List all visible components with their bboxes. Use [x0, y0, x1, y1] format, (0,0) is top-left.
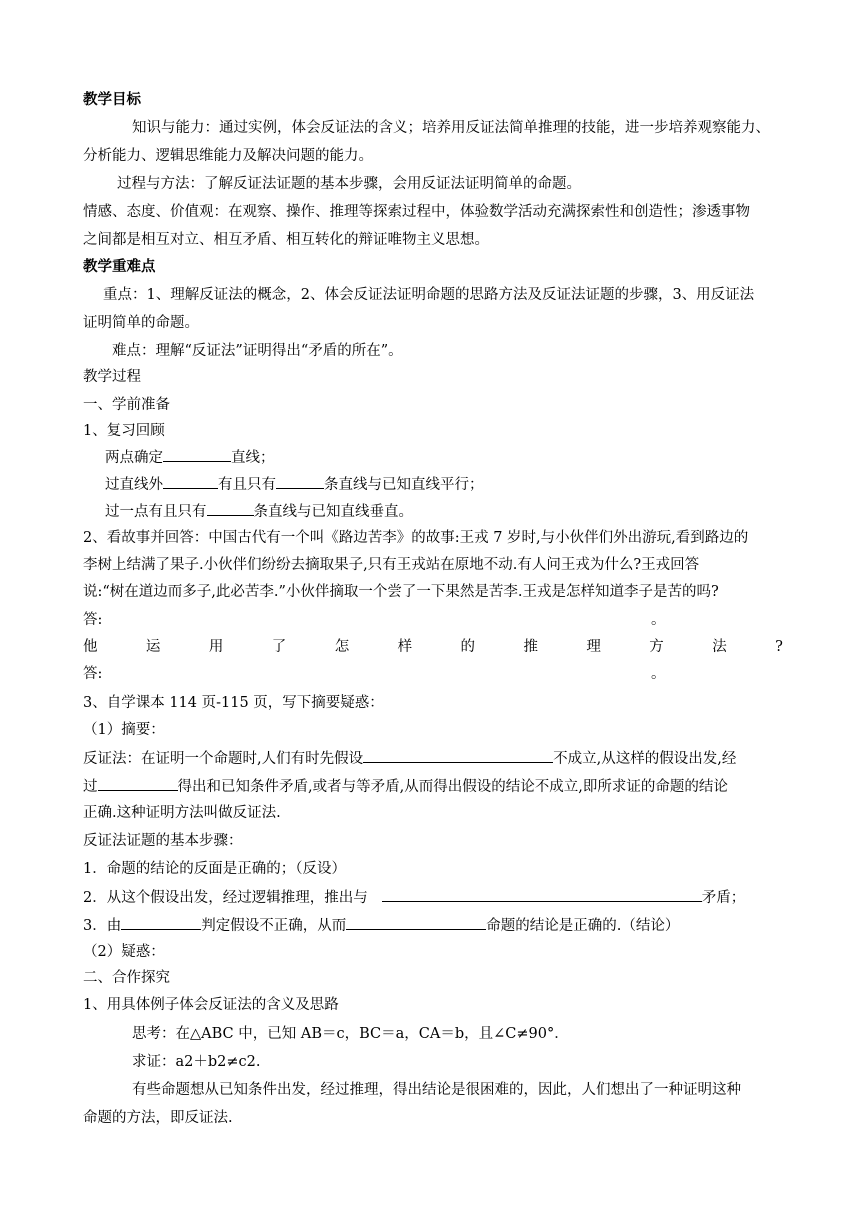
fill-blank[interactable] — [276, 474, 324, 489]
review2-text-a: 过直线外 — [105, 477, 163, 493]
story-line-1: 2、看故事并回答：中国古代有一个叫《路边苦李》的故事:王戎 7 岁时,与小伙伴们外出游玩,看到路边的 — [83, 530, 749, 546]
question-char: 了 — [271, 639, 287, 655]
definition-text: 不成立,从这样的假设出发,经 — [553, 751, 737, 767]
question-char: 用 — [208, 639, 224, 655]
summary-label: （1）摘要： — [83, 722, 165, 738]
fill-blank[interactable] — [98, 776, 178, 791]
definition-text: 反证法：在证明一个命题时,人们有时先假设 — [83, 751, 364, 767]
question-char: 怎 — [334, 639, 350, 655]
definition-line-3: 正确.这种证明方法叫做反证法. — [83, 805, 281, 821]
objective-emotion-cont: 之间都是相互对立、相互矛盾、相互转化的辩证唯物主义思想。 — [83, 232, 489, 248]
question-char: 的 — [460, 639, 476, 655]
definition-text: 得出和已知条件矛盾,或者与等矛盾,从而得出假设的结论不成立,即所求证的命题的结论 — [177, 779, 728, 795]
fill-blank[interactable] — [121, 915, 201, 930]
fill-blank[interactable] — [207, 501, 254, 516]
question-line — [83, 637, 783, 657]
answer-label: 答: — [83, 612, 103, 628]
self-study-line: 3、自学课本 114 页-115 页，写下摘要疑惑： — [83, 695, 384, 711]
objectives-heading: 教学目标 — [83, 92, 141, 108]
review2-text-b: 有且只有 — [218, 477, 276, 493]
definition-text: 过 — [83, 779, 98, 795]
answer-period: 。 — [651, 612, 666, 628]
answer-line-1 — [83, 610, 783, 630]
key-point-focus-cont: 证明简单的命题。 — [83, 315, 199, 331]
process-heading: 教学过程 — [83, 369, 141, 385]
answer-period: 。 — [651, 666, 666, 682]
objective-process: 过程与方法：了解反证法证题的基本步骤，会用反证法证明简单的命题。 — [117, 176, 581, 192]
note-line-1: 有些命题想从已知条件出发，经过推理，得出结论是很困难的，因此，人们想出了一种证明这种 — [132, 1082, 741, 1098]
review3-text-a: 过一点有且只有 — [105, 504, 207, 520]
fill-blank[interactable] — [382, 887, 702, 902]
question-char: 运 — [145, 639, 161, 655]
explore-title: 1、用具体例子体会反证法的含义及思路 — [83, 997, 339, 1013]
question-char: 方 — [649, 639, 664, 655]
step3-text: 3．由 — [83, 918, 122, 934]
prove-line: 求证：a2＋b2≠c2. — [132, 1054, 261, 1070]
question-char: 他 — [83, 639, 98, 655]
review2-text-c: 条直线与已知直线平行； — [324, 477, 484, 493]
story-line-2: 李树上结满了果子.小伙伴们纷纷去摘取果子,只有王戎站在原地不动.有人问王戎为什么?王戎回答 — [83, 557, 700, 573]
fill-blank[interactable] — [346, 915, 486, 930]
review3-text-b: 条直线与已知直线垂直。 — [253, 504, 413, 520]
review-item-3 — [105, 501, 805, 522]
question-char: 样 — [397, 639, 413, 655]
objective-knowledge-cont: 分析能力、逻辑思维能力及解决问题的能力。 — [83, 148, 373, 164]
doubt-label: （2）疑惑： — [83, 944, 165, 960]
steps-title: 反证法证题的基本步骤： — [83, 833, 243, 849]
fill-blank[interactable] — [163, 447, 231, 462]
objective-emotion: 情感、态度、价值观：在观察、操作、推理等探索过程中，体验数学活动充满探索性和创造性；渗透事物 — [83, 204, 750, 220]
review1-text-b: 直线； — [231, 450, 275, 466]
section-prep-heading: 一、学前准备 — [83, 397, 170, 413]
step3-text: 判定假设不正确，从而 — [201, 918, 347, 934]
question-char: 理 — [586, 639, 601, 655]
review-item-1 — [105, 447, 805, 468]
definition-line-2 — [83, 776, 783, 797]
answer-label: 答: — [83, 666, 103, 682]
section-explore-heading: 二、合作探究 — [83, 970, 170, 986]
objective-knowledge: 知识与能力：通过实例，体会反证法的含义；培养用反证法简单推理的技能，进一步培养观察能力、 — [132, 120, 770, 136]
review-item-2 — [105, 474, 805, 495]
step2-text: 2．从这个假设出发，经过逻辑推理，推出与 — [83, 890, 368, 906]
note-line-2: 命题的方法，即反证法. — [83, 1110, 233, 1126]
think-line: 思考：在△ABC 中，已知 AB＝c，BC＝a，CA＝b，且∠C≠90°． — [132, 1026, 569, 1042]
step2-text: 矛盾； — [701, 890, 746, 906]
key-point-difficulty: 难点：理解“反证法”证明得出“矛盾的所在”。 — [112, 343, 403, 359]
fill-blank[interactable] — [363, 748, 553, 763]
question-char: 法 — [712, 639, 727, 655]
step3-text: 命题的结论是正确的.（结论） — [486, 918, 680, 934]
review1-text-a: 两点确定 — [105, 450, 163, 466]
definition-line-1 — [83, 748, 783, 769]
fill-blank[interactable] — [163, 474, 218, 489]
step-2 — [83, 887, 783, 908]
step-1: 1．命题的结论的反面是正确的；（反设） — [83, 861, 346, 877]
question-char: 推 — [523, 639, 538, 655]
story-line-3: 说:“树在道边而多子,此必苦李.”小伙伴摘取一个尝了一下果然是苦李.王戎是怎样知道李子是苦的吗? — [83, 584, 719, 600]
question-char: ? — [775, 639, 783, 655]
step-3 — [83, 915, 783, 936]
review-title: 1、复习回顾 — [83, 423, 165, 439]
key-points-heading: 教学重难点 — [83, 259, 156, 275]
key-point-focus: 重点：1、理解反证法的概念，2、体会反证法证明命题的思路方法及反证法证题的步骤，3、用反证法 — [103, 287, 755, 303]
answer-line-2 — [83, 664, 783, 684]
